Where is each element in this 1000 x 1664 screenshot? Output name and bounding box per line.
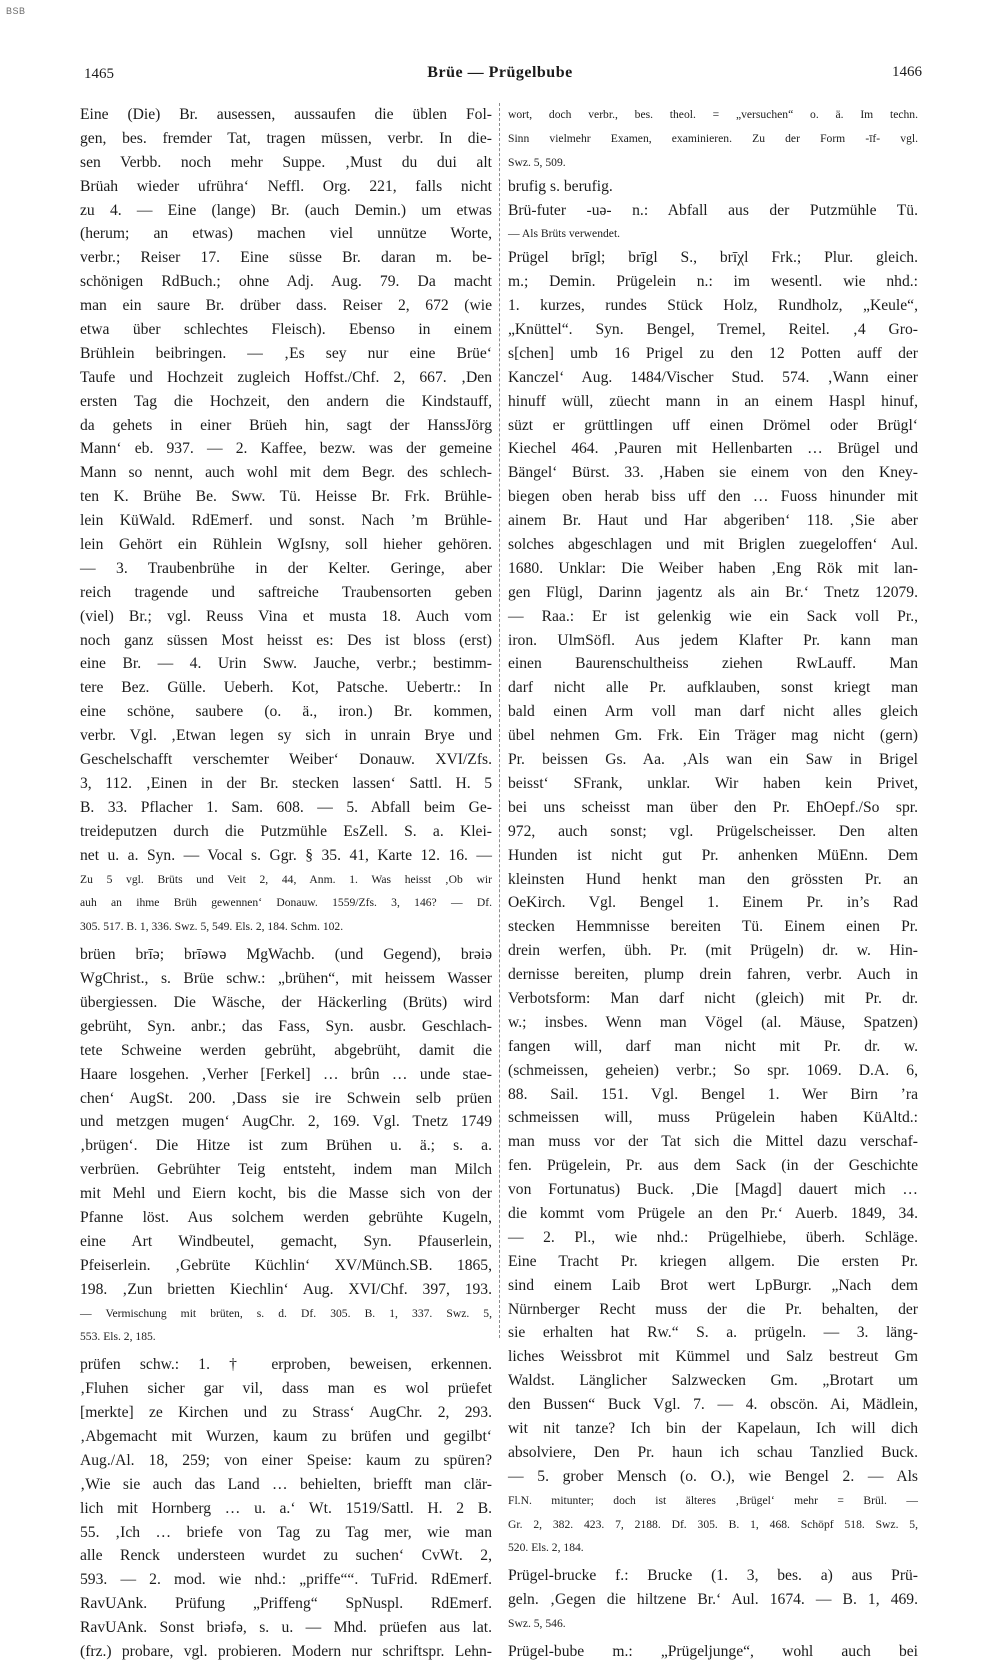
text-line: verbr.; Reiser 17. Eine süsse Br. daran m. be- [80, 249, 492, 267]
text-line: Brü-futer -uə- n.: Abfall aus der Putzmühle Tü. [508, 201, 918, 219]
text-line: stecken Hemmnisse bereiten Tü. Einem einen Pr. [508, 918, 918, 936]
text-line: geln. ‚Gegen die hiltzene Br.‘ Aul. 1674. — B. 1, 469. [508, 1591, 918, 1609]
text-line: Sinn vielmehr Examen, examinieren. Zu der Form -īf- vgl. [508, 131, 918, 145]
text-line: einen Baurenschultheiss ziehen RwLauff. Man [508, 655, 918, 673]
text-line: WgChrist., s. Brüe schw.: „brühen“, mit heissem Wasser [80, 970, 492, 988]
text-line: zu 4. — Eine (lange) Br. (auch Demin.) um etwas [80, 201, 492, 219]
text-line: wit nit tanze? Ich bin der Kapelaun, Ich will dich [508, 1419, 918, 1437]
text-line: lein KüWald. RdEmerf. und sonst. Nach ’m Brühle- [80, 512, 492, 530]
text-line: Kanczel‘ Aug. 1484/Vischer Stud. 574. ‚Wann einer [508, 368, 918, 386]
text-line: (herum; an etwas) machen viel unnütze Worte, [80, 225, 492, 243]
text-line: Fl.N. mitunter; doch ist älteres ‚Brügel‘ mehr = Brül. — [508, 1493, 918, 1507]
text-line: beisst‘ SFrank, unklar. Wir haben kein Privet, [508, 774, 918, 792]
column-divider [499, 103, 500, 1338]
text-line: etwa über schlechtes Fleisch). Ebenso in einem [80, 321, 492, 339]
text-line: alle Renck understeen wurdet zu suchen‘ CvWt. 2, [80, 1547, 492, 1565]
text-line: s[chen] umb 16 Prigel zu den 12 Potten auff der [508, 344, 918, 362]
text-line: brufig s. berufig. [508, 177, 613, 195]
text-line: RavUAnk. Sonst briəfə, s. u. — Mhd. prüefen aus lat. [80, 1619, 492, 1637]
text-line: lein Gehört ein Rühlein WgIsny, soll hieher gehören. [80, 536, 492, 554]
text-line: 198. ‚Zun briettеn Kiechlin‘ Aug. XVI/Chf. 397, 193. [80, 1280, 492, 1298]
text-line: brüen brīə; brīəwə MgWachb. (und Gegend), brəiə [80, 946, 492, 964]
text-line: fangen will, darf man nicht mit Pr. dr. w. [508, 1037, 918, 1055]
text-line: biegen oben herab biss uff den … Fuoss hinunder mit [508, 488, 918, 506]
text-line: net u. a. Syn. — Vocal s. Ggr. § 35. 41, Karte 12. 16. — [80, 846, 492, 864]
text-line: chen‘ AugSt. 200. ‚Dass sie ire Schwein selb prüen [80, 1089, 492, 1107]
text-line: ‚Wie sie auch das Land … behielten, briefft man clär- [80, 1475, 492, 1493]
text-line: — 5. grober Mensch (o. O.), wie Bengel 2. — Als [508, 1467, 918, 1485]
text-line: süzt er grüttlingen uff einen Drömel oder Brügl‘ [508, 416, 918, 434]
text-line: Swz. 5, 546. [508, 1617, 566, 1631]
text-line: 972, auch sonst; vgl. Prügelscheisser. Den alten [508, 822, 918, 840]
text-line: Waldst. Länglicher Salzwecken Gm. „Brotart um [508, 1372, 918, 1390]
text-line: 520. Els. 2, 184. [508, 1541, 584, 1555]
text-line: Mann‘ eb. 937. — 2. Kaffee, bezw. was der gemeine [80, 440, 492, 458]
left-page-number: 1465 [84, 66, 114, 82]
text-line: kleinsten Hund henkt man den grössten Pr. an [508, 870, 918, 888]
text-line: OeKirch. Vgl. Bengel 1. Einem Pr. in’s Rad [508, 894, 918, 912]
text-line: Brüah wieder ufrühra‘ Neffl. Org. 221, falls nicht [80, 177, 492, 195]
text-line: Prügel-bube m.: „Prügeljunge“, wohl auch bei [508, 1643, 918, 1660]
text-line: 1680. Unklar: Die Weiber haben ‚Eng Rök mit lan- [508, 559, 918, 577]
text-line: wort, doch verbr., bes. theol. = „versuchen“ o. ä. Im techn. [508, 108, 918, 121]
text-line: absolviere, Den Pr. haun ich schau Tanzlied Buck. [508, 1443, 918, 1461]
text-line: 55. ‚Ich … briefe von Tag zu Tag mer, wie man [80, 1523, 492, 1541]
text-line: ‚brügen‘. Die Hitze ist zum Brühen u. ä.; s. a. [80, 1137, 492, 1155]
library-stamp: BSB [6, 6, 26, 16]
text-line: 553. Els. 2, 185. [80, 1330, 156, 1344]
text-line: Swz. 5, 509. [508, 155, 566, 169]
text-line: verbrüen. Gebrühter Teig entsteht, indem man Milch [80, 1161, 492, 1179]
text-line: die kommt vom Prügele an den Pr.‘ Auerb. 1849, 34. [508, 1204, 918, 1222]
text-line: 593. — 2. mod. wie nhd.: „priffe““. TuFrid. RdEmerf. [80, 1571, 492, 1589]
text-line: Brühlein beibringen. — ‚Es sey nur eine Brüe‘ [80, 344, 492, 362]
text-line: fen. Prügelein, Pr. aus dem Sack (in der Geschichte [508, 1157, 918, 1175]
text-line: schmeissen will, muss Prügelein haben KüAltd.: [508, 1109, 918, 1127]
text-line: 88. Sail. 151. Vgl. Bengel 1. Wer Birn ’ra [508, 1085, 918, 1103]
text-line: 3, 112. ‚Einen in der Br. stecken lassen‘ Sattl. H. 5 [80, 774, 492, 792]
text-line: gen, bes. fremder Tat, tragen müssen, verbr. In die- [80, 129, 492, 147]
text-line: eine Art Windbeutel, gemacht, Syn. Pfauserlein, [80, 1232, 492, 1250]
right-page-number: 1466 [892, 64, 922, 80]
text-line: dernisse bereiten, plump drein fahren, verbr. Auch in [508, 966, 918, 984]
text-line: übergiessen. Die Wäsche, der Häckerling (Brüts) wird [80, 993, 492, 1011]
text-line: lich mit Hornberg … u. a.‘ Wt. 1519/Sattl. H. 2 B. [80, 1499, 492, 1517]
text-line: [merkte] ze Kirchen und zu Strass‘ AugChr. 2, 293. [80, 1404, 492, 1422]
text-line: gebrüht, Syn. anbr.; das Fass, Syn. ausbr. Geschlach- [80, 1017, 492, 1035]
text-line: Prügel-brucke f.: Brucke (1. 3, bes. a) aus Prü- [508, 1567, 918, 1585]
text-line: tere Bez. Gülle. Ueberh. Kot, Patsche. Uebertr.: In [80, 679, 492, 697]
text-line: gen Flügl, Darinn jagentz als ain Br.‘ Tnetz 12079. [508, 583, 918, 601]
text-line: man muss vor der Tat sich die Mittel dazu verschaf- [508, 1133, 918, 1151]
right-column [508, 103, 918, 1660]
text-line: eine schöne, saubere (o. ä., iron.) Br. kommen, [80, 703, 492, 721]
text-line: Pfeiserlein. ‚Gebrüte Küchlin‘ XV/Münch.SB. 1865, [80, 1256, 492, 1274]
text-line: — Als Brüts verwendet. [508, 227, 621, 241]
text-line: Verbotsform: Man darf nicht (gleich) mit Pr. dr. [508, 989, 918, 1007]
text-line: Aug./Al. 18, 259; von einer Speise: kaum zu spüren? [80, 1451, 492, 1469]
text-line: RavUAnk. Prüfung „Priffeng“ SpNuspl. RdEmerf. [80, 1595, 492, 1613]
text-line: verbr. Vgl. ‚Etwan legen sy sich in unrain Brye und [80, 727, 492, 745]
text-line: iron. UlmSöfl. Aus jedem Klafter Pr. kann man [508, 631, 918, 649]
text-line: sie erhalten hat Rw.“ S. a. prügeln. — 3. läng- [508, 1324, 918, 1342]
text-line: — 2. Pl., wie nhd.: Prügelhiebe, überh. Schläge. [508, 1228, 918, 1246]
text-line: man ein saure Br. drüber dass. Reiser 2, 672 (wie [80, 297, 492, 315]
text-line: prüfen schw.: 1. † erproben, beweisen, erkennen. [80, 1356, 492, 1374]
text-line: Eine (Die) Br. ausessen, aussaufen die üblen Fol- [80, 106, 492, 123]
text-line: „Knüttel“. Syn. Bengel, Tremel, Reitel. ‚4 Gro- [508, 321, 918, 339]
text-line: Mann so nennt, auch wohl mit dem Begr. des schlech- [80, 464, 492, 482]
text-line: (schmeissen, geheien) verbr.; So spr. 1069. D.A. 6, [508, 1061, 918, 1079]
text-line: drein werfen, übh. Pr. (mit Prügeln) dr. w. Hin- [508, 942, 918, 960]
text-line: Kiechel 464. ‚Pauren mit Hellenbarten … Brügel und [508, 440, 918, 458]
text-line: und metzgen mugen‘ AugChr. 2, 169. Vgl. Tnetz 1749 [80, 1113, 492, 1131]
text-line: Nürnberger Recht muss der die Pr. behalten, der [508, 1300, 918, 1318]
text-line: reich tragende und saftreiche Traubensorten geben [80, 583, 492, 601]
text-line: mit Mehl und Eiern kocht, bis die Masse sich von der [80, 1185, 492, 1203]
text-line: darf nicht alle Pr. aufklauben, sonst kriegt man [508, 679, 918, 697]
text-line: bei uns scheisst man über den Pr. EhOepf./So spr. [508, 798, 918, 816]
text-line: liches Weissbrot mit Kümmel und Salz bestreut Gm [508, 1348, 918, 1366]
text-line: — Vermischung mit brüten, s. d. Df. 305. B. 1, 337. Swz. 5, [80, 1306, 492, 1320]
text-line: Bängel‘ Bürst. 33. ‚Haben sie einem von den Kney- [508, 464, 918, 482]
text-line: ten K. Brühe Be. Sww. Tü. Heisse Br. Frk. Brühle- [80, 488, 492, 506]
text-line: Taufe und Hochzeit zugleich Hoffst./Chf. 2, 667. ‚Den [80, 368, 492, 386]
text-line: B. 33. Pflacher 1. Sam. 608. — 5. Abfall beim Ge- [80, 798, 492, 816]
text-line: übel nehmen Gm. Frk. Ein Träger mag nicht (gern) [508, 727, 918, 745]
text-line: (viel) Br.; vgl. Reuss Vina et musta 18. Auch vom [80, 607, 492, 625]
text-line: den Bussen“ Buck Vgl. 7. — 4. obscön. Ai, Mädlein, [508, 1396, 918, 1414]
text-line: tete Schweine werden gebrüht, abgebrüht, damit die [80, 1041, 492, 1059]
text-line: Gr. 2, 382. 423. 7, 2188. Df. 305. B. 1, 468. Schöpf 518. Swz. 5, [508, 1517, 918, 1531]
text-line: von Fortunatus) Buck. ‚Die [Magd] dauert mich … [508, 1181, 918, 1199]
text-line: (frz.) probare, vgl. probieren. Modern nur schriftspr. Lehn- [80, 1643, 492, 1660]
text-line: bald einen Arm voll man darf nicht alles gleich [508, 703, 918, 721]
text-line: — 3. Traubenbrühe in der Kelter. Geringe, aber [80, 559, 492, 577]
text-line: ‚Fluhen sicher gar vil, dass man es wol prüefet [80, 1380, 492, 1398]
text-line: schönigen RdBuch.; ohne Adj. Aug. 79. Da macht [80, 273, 492, 291]
text-line: 305. 517. B. 1, 336. Swz. 5, 549. Els. 2, 184. Schm. 102. [80, 920, 344, 934]
text-line: sen Verbb. noch mehr Suppe. ‚Must du dui alt [80, 153, 492, 171]
text-line: Pfanne löst. Aus solchem werden gebrühte Kugeln, [80, 1208, 492, 1226]
text-line: Geschelschafft verschemter Weiber‘ Donauw. XVI/Zfs. [80, 751, 492, 769]
text-line: hinuff wüll, züecht mann in an einem Haspl hinuf, [508, 392, 918, 410]
text-line: ‚Abgemacht mit Wurzen, kaum zu brüfen und gegilbt‘ [80, 1427, 492, 1445]
text-line: ainem Br. Haut und Har abgeriben‘ 118. ‚Sie aber [508, 512, 918, 530]
text-line: w.; insbes. Wenn man Vögel (al. Mäuse, Spatzen) [508, 1013, 918, 1031]
text-line: 1. kurzes, rundes Stück Holz, Rundholz, „Keule“, [508, 297, 918, 315]
text-line: solches abgeschlagen und mit Briglen zuegeloffen‘ Aul. [508, 536, 918, 554]
text-line: Pr. beissen Gs. Aa. ‚Als wan ein Saw in Brigel [508, 751, 918, 769]
text-line: Haare losgehen. ‚Verher [Ferkel] … brûn … unde staе- [80, 1065, 492, 1083]
text-line: treideputzen durch die Putzmühle EsZell. S. a. Klei- [80, 822, 492, 840]
text-line: sind einem Laib Brot wert LpBurgr. „Nach dem [508, 1276, 918, 1294]
text-line: auh an ihme Brüh gewennen‘ Donauw. 1559/Zfs. 3, 146? — Df. [80, 896, 492, 910]
text-line: m.; Demin. Prügelein n.: im wesentl. wie nhd.: [508, 273, 918, 291]
text-line: ersten Tag die Hochzeit, den andern die Kindstauff, [80, 392, 492, 410]
text-line: — Raa.: Er ist gelenkig wie ein Sack voll Pr., [508, 607, 918, 625]
running-head: Brüe — Prügelbube [427, 64, 573, 81]
text-line: Prügel brīgl; brīgl S., brīχl Frk.; Plur. gleich. [508, 249, 918, 267]
text-line: eine Br. — 4. Urin Sww. Jauche, verbr.; bestimm- [80, 655, 492, 673]
text-line: noch ganz süssen Most heisst es: Des ist bloss (erst) [80, 631, 492, 649]
text-line: Zu 5 vgl. Brüts und Veit 2, 44, Anm. 1. Was heisst ‚Ob wir [80, 872, 492, 886]
text-line: Hunden ist nicht gut Pr. anhenken MüEnn. Dem [508, 846, 918, 864]
text-line: Eine Tracht Pr. kriegen allgem. Die ersten Pr. [508, 1252, 918, 1270]
text-line: da gehets in einer Brüeh hin, sagt der HanssJörg [80, 416, 492, 434]
left-column [80, 103, 492, 1660]
